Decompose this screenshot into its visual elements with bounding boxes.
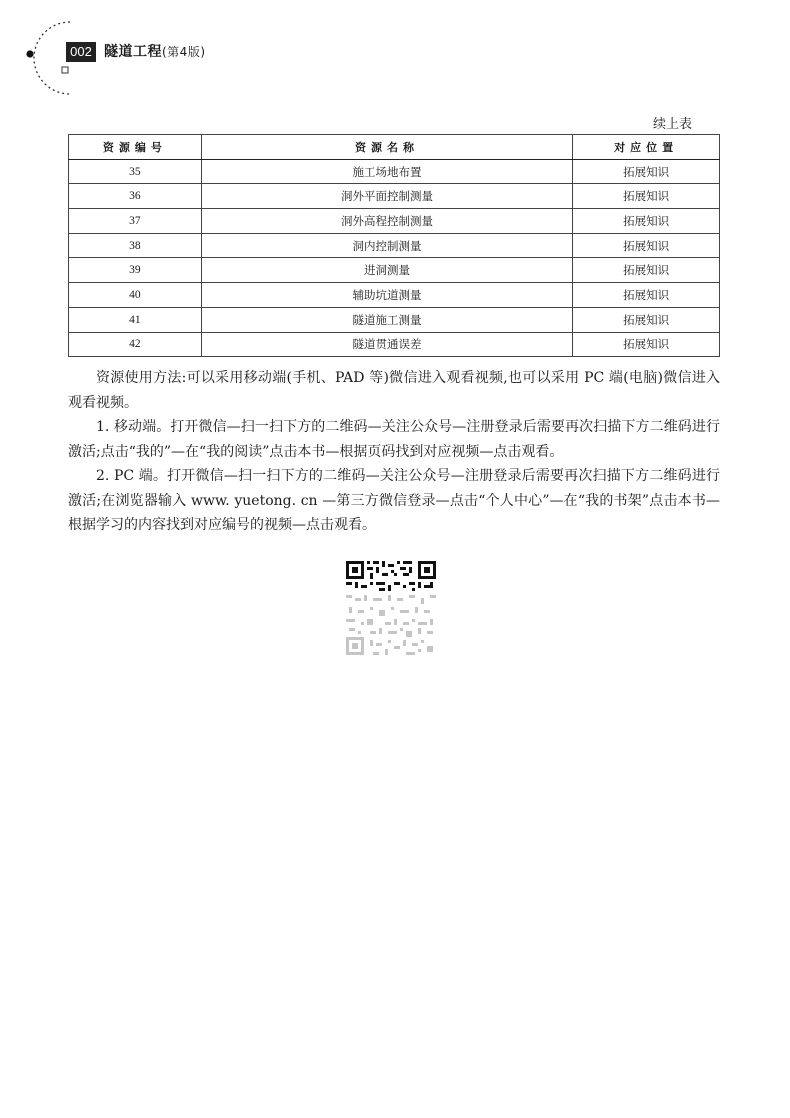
cell-location: 拓展知识: [573, 283, 720, 308]
paragraph-intro: 资源使用方法:可以采用移动端(手机、PAD 等)微信进入观看视频,也可以采用 PC 端(电脑)微信进入观看视频。: [68, 370, 720, 411]
paragraph-pc: 2. PC 端。打开微信—扫一扫下方的二维码—关注公众号—注册登录后需要再次扫描下方二维码进行激活;在浏览器输入 www. yuetong. cn —第三方微信登录—点击“个人中心”—在“我的书架”点击本书—根据学习的内容找到对应编号的视频—点击观看。: [68, 468, 720, 533]
book-title-text: 隧道工程: [104, 44, 162, 60]
qr-code-faded-icon: [346, 595, 436, 655]
table-header-row: [69, 135, 720, 160]
table-row: [69, 184, 720, 209]
cell-id: 37: [69, 209, 202, 234]
book-edition: (第4版): [162, 45, 206, 59]
cell-name: 隧道施工测量: [201, 307, 572, 332]
cell-location: 拓展知识: [573, 258, 720, 283]
cell-id: 40: [69, 283, 202, 308]
cell-location: 拓展知识: [573, 184, 720, 209]
cell-name: 进洞测量: [201, 258, 572, 283]
qr-code-visible-icon: [346, 561, 436, 591]
table-row: [69, 233, 720, 258]
cell-name: 洞内控制测量: [201, 233, 572, 258]
cell-id: 35: [69, 159, 202, 184]
cell-location: 拓展知识: [573, 332, 720, 357]
cell-id: 38: [69, 233, 202, 258]
cell-name: 辅助坑道测量: [201, 283, 572, 308]
continued-label: 续上表: [652, 117, 692, 132]
cell-location: 拓展知识: [573, 233, 720, 258]
page-number: 002: [66, 42, 96, 62]
cell-name: 洞外高程控制测量: [201, 209, 572, 234]
cell-id: 41: [69, 307, 202, 332]
cell-id: 42: [69, 332, 202, 357]
cell-name: 洞外平面控制测量: [201, 184, 572, 209]
cell-location: 拓展知识: [573, 307, 720, 332]
cell-location: 拓展知识: [573, 159, 720, 184]
table-row: [69, 283, 720, 308]
cell-name: 施工场地布置: [201, 159, 572, 184]
header-ornament: [20, 18, 110, 98]
header-resource-id: 资源编号: [69, 135, 202, 160]
cell-id: 39: [69, 258, 202, 283]
table-row: [69, 209, 720, 234]
table-row: [69, 159, 720, 184]
table-row: [69, 258, 720, 283]
qr-code[interactable]: [346, 561, 440, 653]
usage-instructions: [68, 366, 720, 538]
table-row: [69, 332, 720, 357]
book-title: [104, 42, 206, 62]
paragraph-mobile: 1. 移动端。打开微信—扫一扫下方的二维码—关注公众号—注册登录后需要再次扫描下方二维码进行激活;点击“我的”—在“我的阅读”点击本书—根据页码找到对应视频—点击观看。: [68, 419, 720, 460]
header-location: 对应位置: [573, 135, 720, 160]
cell-name: 隧道贯通误差: [201, 332, 572, 357]
cell-location: 拓展知识: [573, 209, 720, 234]
header-resource-name: 资源名称: [201, 135, 572, 160]
cell-id: 36: [69, 184, 202, 209]
table-row: [69, 307, 720, 332]
resource-table: [68, 134, 720, 357]
